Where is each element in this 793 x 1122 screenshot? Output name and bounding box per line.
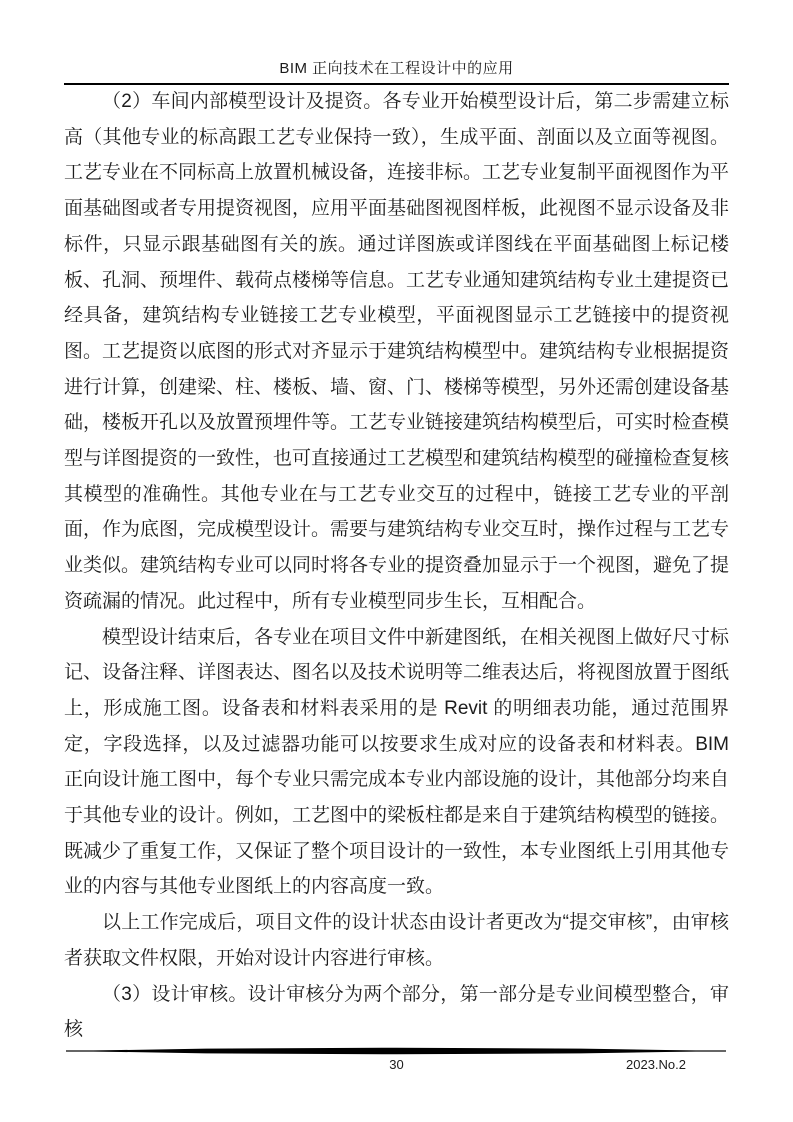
footer-rule: [66, 1047, 726, 1055]
issue-number: 2023.No.2: [626, 1057, 686, 1072]
paragraph: （3）设计审核。设计审核分为两个部分，第一部分是专业间模型整合，审核: [64, 983, 729, 1041]
running-header: [64, 0, 729, 85]
document-body: [64, 84, 729, 1048]
page-number: 30: [389, 1057, 404, 1072]
paragraph: （2）车间内部模型设计及提资。各专业开始模型设计后，第二步需建立标高（其他专业的标高跟工艺专业保持一致），生成平面、剖面以及立面等视图。工艺专业在不同标高上放置机械设备，连接非标。工艺专业复制平面视图作为平面基础图或者专用提资视图，应用平面基础图视图样板，此视图不显示设备及非标件，只显示跟基础图有关的族。通过详图族或详图线在平面基础图上标记楼板、孔洞、预埋件、载荷点楼梯等信息。工艺专业通知建筑结构专业土建提资已经具备，建筑结构专业链接工艺专业模型，平面视图显示工艺链接中的提资视图。工艺提资以底图的形式对齐显示于建筑结构模型中。建筑结构专业根据提资进行计算，创建梁、柱、楼板、墙、窗、门、楼梯等模型，另外还需创建设备基础，楼板开孔以及放置预埋件等。工艺专业链接建筑结构模型后，可实时检查模型与详图提资的一致性，也可直接通过工艺模型和建筑结构模型的碰撞检查复核其模型的准确性。其他专业在与工艺专业交互的过程中，链接工艺专业的平剖面，作为底图，完成模型设计。需要与建筑结构专业交互时，操作过程与工艺专业类似。建筑结构专业可以同时将各专业的提资叠加显示于一个视图，避免了提资疏漏的情况。此过程中，所有专业模型同步生长，互相配合。: [64, 91, 730, 612]
header-title: BIM 正向技术在工程设计中的应用: [279, 60, 514, 77]
paragraph: 以上工作完成后，项目文件的设计状态由设计者更改为“提交审核”，由审核者获取文件权限，开始对设计内容进行审核。: [64, 912, 729, 969]
paragraph: 模型设计结束后，各专业在项目文件中新建图纸，在相关视图上做好尺寸标记、设备注释、详图表达、图名以及技术说明等二维表达后，将视图放置于图纸上，形成施工图。设备表和材料表采用的是 Revit 的明细表功能，通过范围界定，字段选择，以及过滤器功能可以按要求生成对应的设备表和材料表。BIM 正向设计施工图中，每个专业只需完成本专业内部设施的设计，其他部分均来自于其他专业的设计。例如，工艺图中的梁板柱都是来自于建筑结构模型的链接。既减少了重复工作，又保证了整个项目设计的一致性，本专业图纸上引用其他专业的内容与其他专业图纸上的内容高度一致。: [64, 626, 730, 898]
